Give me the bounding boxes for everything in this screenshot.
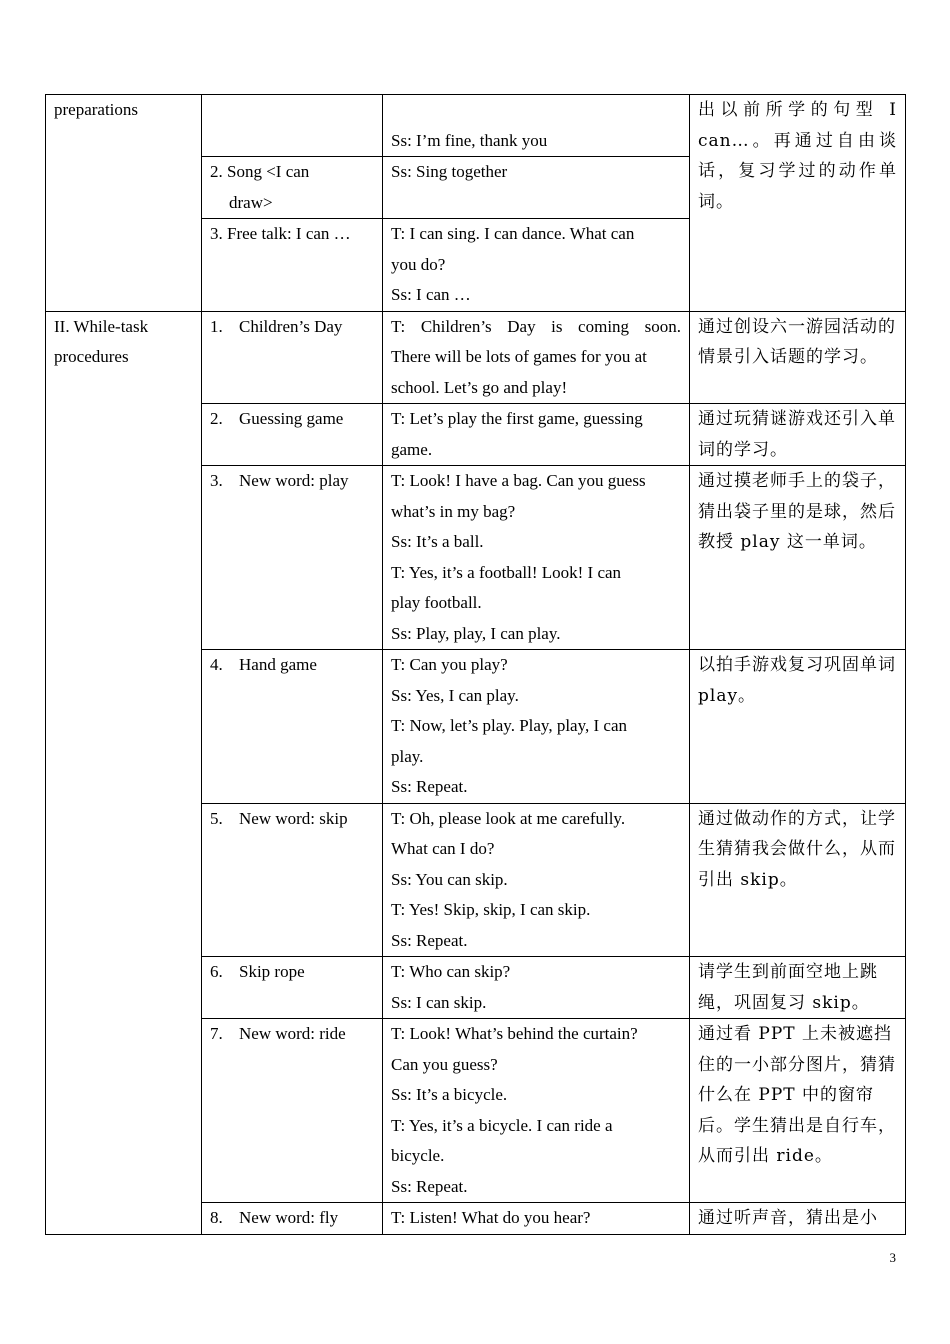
step-cell [202, 1203, 383, 1235]
dialogue-line: T: Yes, it’s a football! Look! I can [391, 562, 622, 582]
purpose-cell [690, 95, 906, 312]
dialogue-line: There will be lots of games for you at [391, 347, 647, 366]
dialogue-line: you do? [391, 254, 446, 274]
dialogue-line: Ss: Play, play, I can play. [391, 623, 561, 643]
dialogue-line: T: Listen! What do you hear? [391, 1208, 591, 1227]
dialogue-line: T: Who can skip? [391, 962, 511, 981]
stage-label: preparations [54, 100, 139, 119]
dialogue-line: Ss: It’s a bicycle. [391, 1085, 508, 1104]
purpose-text: 通过看 PPT 上未被遮挡住的一小部分图片，猜猜什么在 PPT 中的窗帘后。学生猜出是自行车，从而引出 ride。 [698, 1024, 896, 1166]
table-row [46, 311, 906, 404]
dialogue-line: Ss: I can skip. [391, 992, 487, 1012]
step-label: 3. Free talk: I can … [210, 224, 351, 243]
step-number: 1. [210, 316, 223, 336]
step-cell [202, 1019, 383, 1203]
step-label: Children’s Day [239, 316, 343, 336]
blank-line [391, 95, 681, 126]
purpose-text: 出以前所学的句型 I can…。再通过自由谈话，复习学过的动作单词。 [698, 100, 897, 212]
purpose-cell [690, 466, 906, 650]
step-cell [202, 95, 383, 157]
dialogue-line: Can you guess? [391, 1054, 498, 1074]
purpose-cell [690, 311, 906, 404]
dialogue-line: T: Now, let’s play. Play, play, I can [391, 716, 627, 735]
dialogue-line: Ss: You can skip. [391, 869, 508, 889]
dialogue-line: T: Children’s Day is coming soon. [391, 316, 681, 336]
stage-cell [46, 311, 202, 1234]
step-cell [202, 957, 383, 1019]
lesson-plan-table [45, 94, 906, 1235]
dialogue-cell [383, 311, 690, 404]
table-row [46, 95, 906, 157]
dialogue-line: school. Let’s go and play! [391, 377, 568, 397]
step-number: 6. [210, 962, 223, 981]
step-label: 2. Song <I can [210, 162, 310, 181]
step-cell [202, 803, 383, 957]
purpose-cell [690, 957, 906, 1019]
dialogue-line: T: Look! What’s behind the curtain? [391, 1024, 638, 1043]
dialogue-line: T: Let’s play the first game, guessing [391, 409, 643, 428]
step-number: 4. [210, 655, 223, 674]
dialogue-cell [383, 404, 690, 466]
step-cell [202, 650, 383, 804]
purpose-cell [690, 803, 906, 957]
purpose-text: 通过做动作的方式，让学生猜猜我会做什么，从而引出 skip。 [698, 808, 896, 890]
step-label: New word: ride [239, 1024, 346, 1043]
dialogue-line: what’s in my bag? [391, 501, 516, 521]
purpose-text: 通过听声音，猜出是小 [698, 1208, 878, 1228]
dialogue-line: Ss: Repeat. [391, 930, 468, 950]
dialogue-line: Ss: Repeat. [391, 777, 468, 796]
step-cell [202, 311, 383, 404]
dialogue-line: T: Yes, it’s a bicycle. I can ride a [391, 1115, 613, 1135]
dialogue-line: T: I can sing. I can dance. What can [391, 224, 635, 243]
step-number: 8. [210, 1208, 223, 1227]
dialogue-cell [383, 1203, 690, 1235]
purpose-text: 以拍手游戏复习巩固单词 play。 [698, 655, 896, 706]
step-number: 2. [210, 409, 223, 428]
dialogue-line: Ss: I can … [391, 285, 471, 304]
step-label: Skip rope [239, 962, 305, 981]
dialogue-line: T: Can you play? [391, 655, 508, 674]
step-cell [202, 404, 383, 466]
step-cell [202, 157, 383, 219]
dialogue-cell [383, 466, 690, 650]
dialogue-line: play football. [391, 593, 482, 612]
step-label: New word: skip [239, 808, 348, 828]
step-number: 5. [210, 808, 223, 828]
step-label: New word: play [239, 471, 349, 490]
dialogue-cell [383, 650, 690, 804]
dialogue-cell [383, 1019, 690, 1203]
purpose-text: 通过摸老师手上的袋子，猜出袋子里的是球，然后教授 play 这一单词。 [698, 471, 896, 552]
step-label-cont: draw> [229, 192, 273, 212]
dialogue-line: T: Yes! Skip, skip, I can skip. [391, 900, 591, 919]
stage-cell [46, 95, 202, 312]
step-cell [202, 466, 383, 650]
dialogue-cell [383, 219, 690, 312]
purpose-cell [690, 404, 906, 466]
purpose-cell [690, 1019, 906, 1203]
purpose-text: 通过创设六一游园活动的情景引入话题的学习。 [698, 316, 896, 367]
dialogue-line: Ss: Sing together [391, 162, 508, 181]
purpose-cell [690, 650, 906, 804]
dialogue-line: Ss: Repeat. [391, 1176, 468, 1196]
step-cell [202, 219, 383, 312]
dialogue-line: Ss: Yes, I can play. [391, 685, 519, 705]
dialogue-line: bicycle. [391, 1146, 445, 1165]
dialogue-cell [383, 157, 690, 219]
step-label: New word: fly [239, 1208, 339, 1227]
dialogue-line: Ss: It’s a ball. [391, 532, 484, 551]
step-number: 3. [210, 471, 223, 490]
step-label: Hand game [239, 655, 317, 674]
page-number: 3 [889, 1250, 896, 1265]
dialogue-line: game. [391, 439, 433, 459]
purpose-text: 通过玩猜谜游戏还引入单词的学习。 [698, 409, 896, 460]
dialogue-cell [383, 95, 690, 157]
stage-label-cont: procedures [54, 347, 129, 366]
dialogue-line: Ss: I’m fine, thank you [391, 130, 548, 150]
step-label: Guessing game [239, 409, 344, 428]
purpose-text: 请学生到前面空地上跳绳，巩固复习 skip。 [698, 962, 878, 1013]
dialogue-line: What can I do? [391, 839, 495, 858]
dialogue-line: T: Look! I have a bag. Can you guess [391, 471, 646, 490]
dialogue-cell [383, 803, 690, 957]
step-number: 7. [210, 1024, 223, 1043]
dialogue-line: play. [391, 746, 424, 766]
dialogue-cell [383, 957, 690, 1019]
stage-label: II. While-task [54, 316, 149, 336]
dialogue-line: T: Oh, please look at me carefully. [391, 808, 626, 828]
purpose-cell [690, 1203, 906, 1235]
